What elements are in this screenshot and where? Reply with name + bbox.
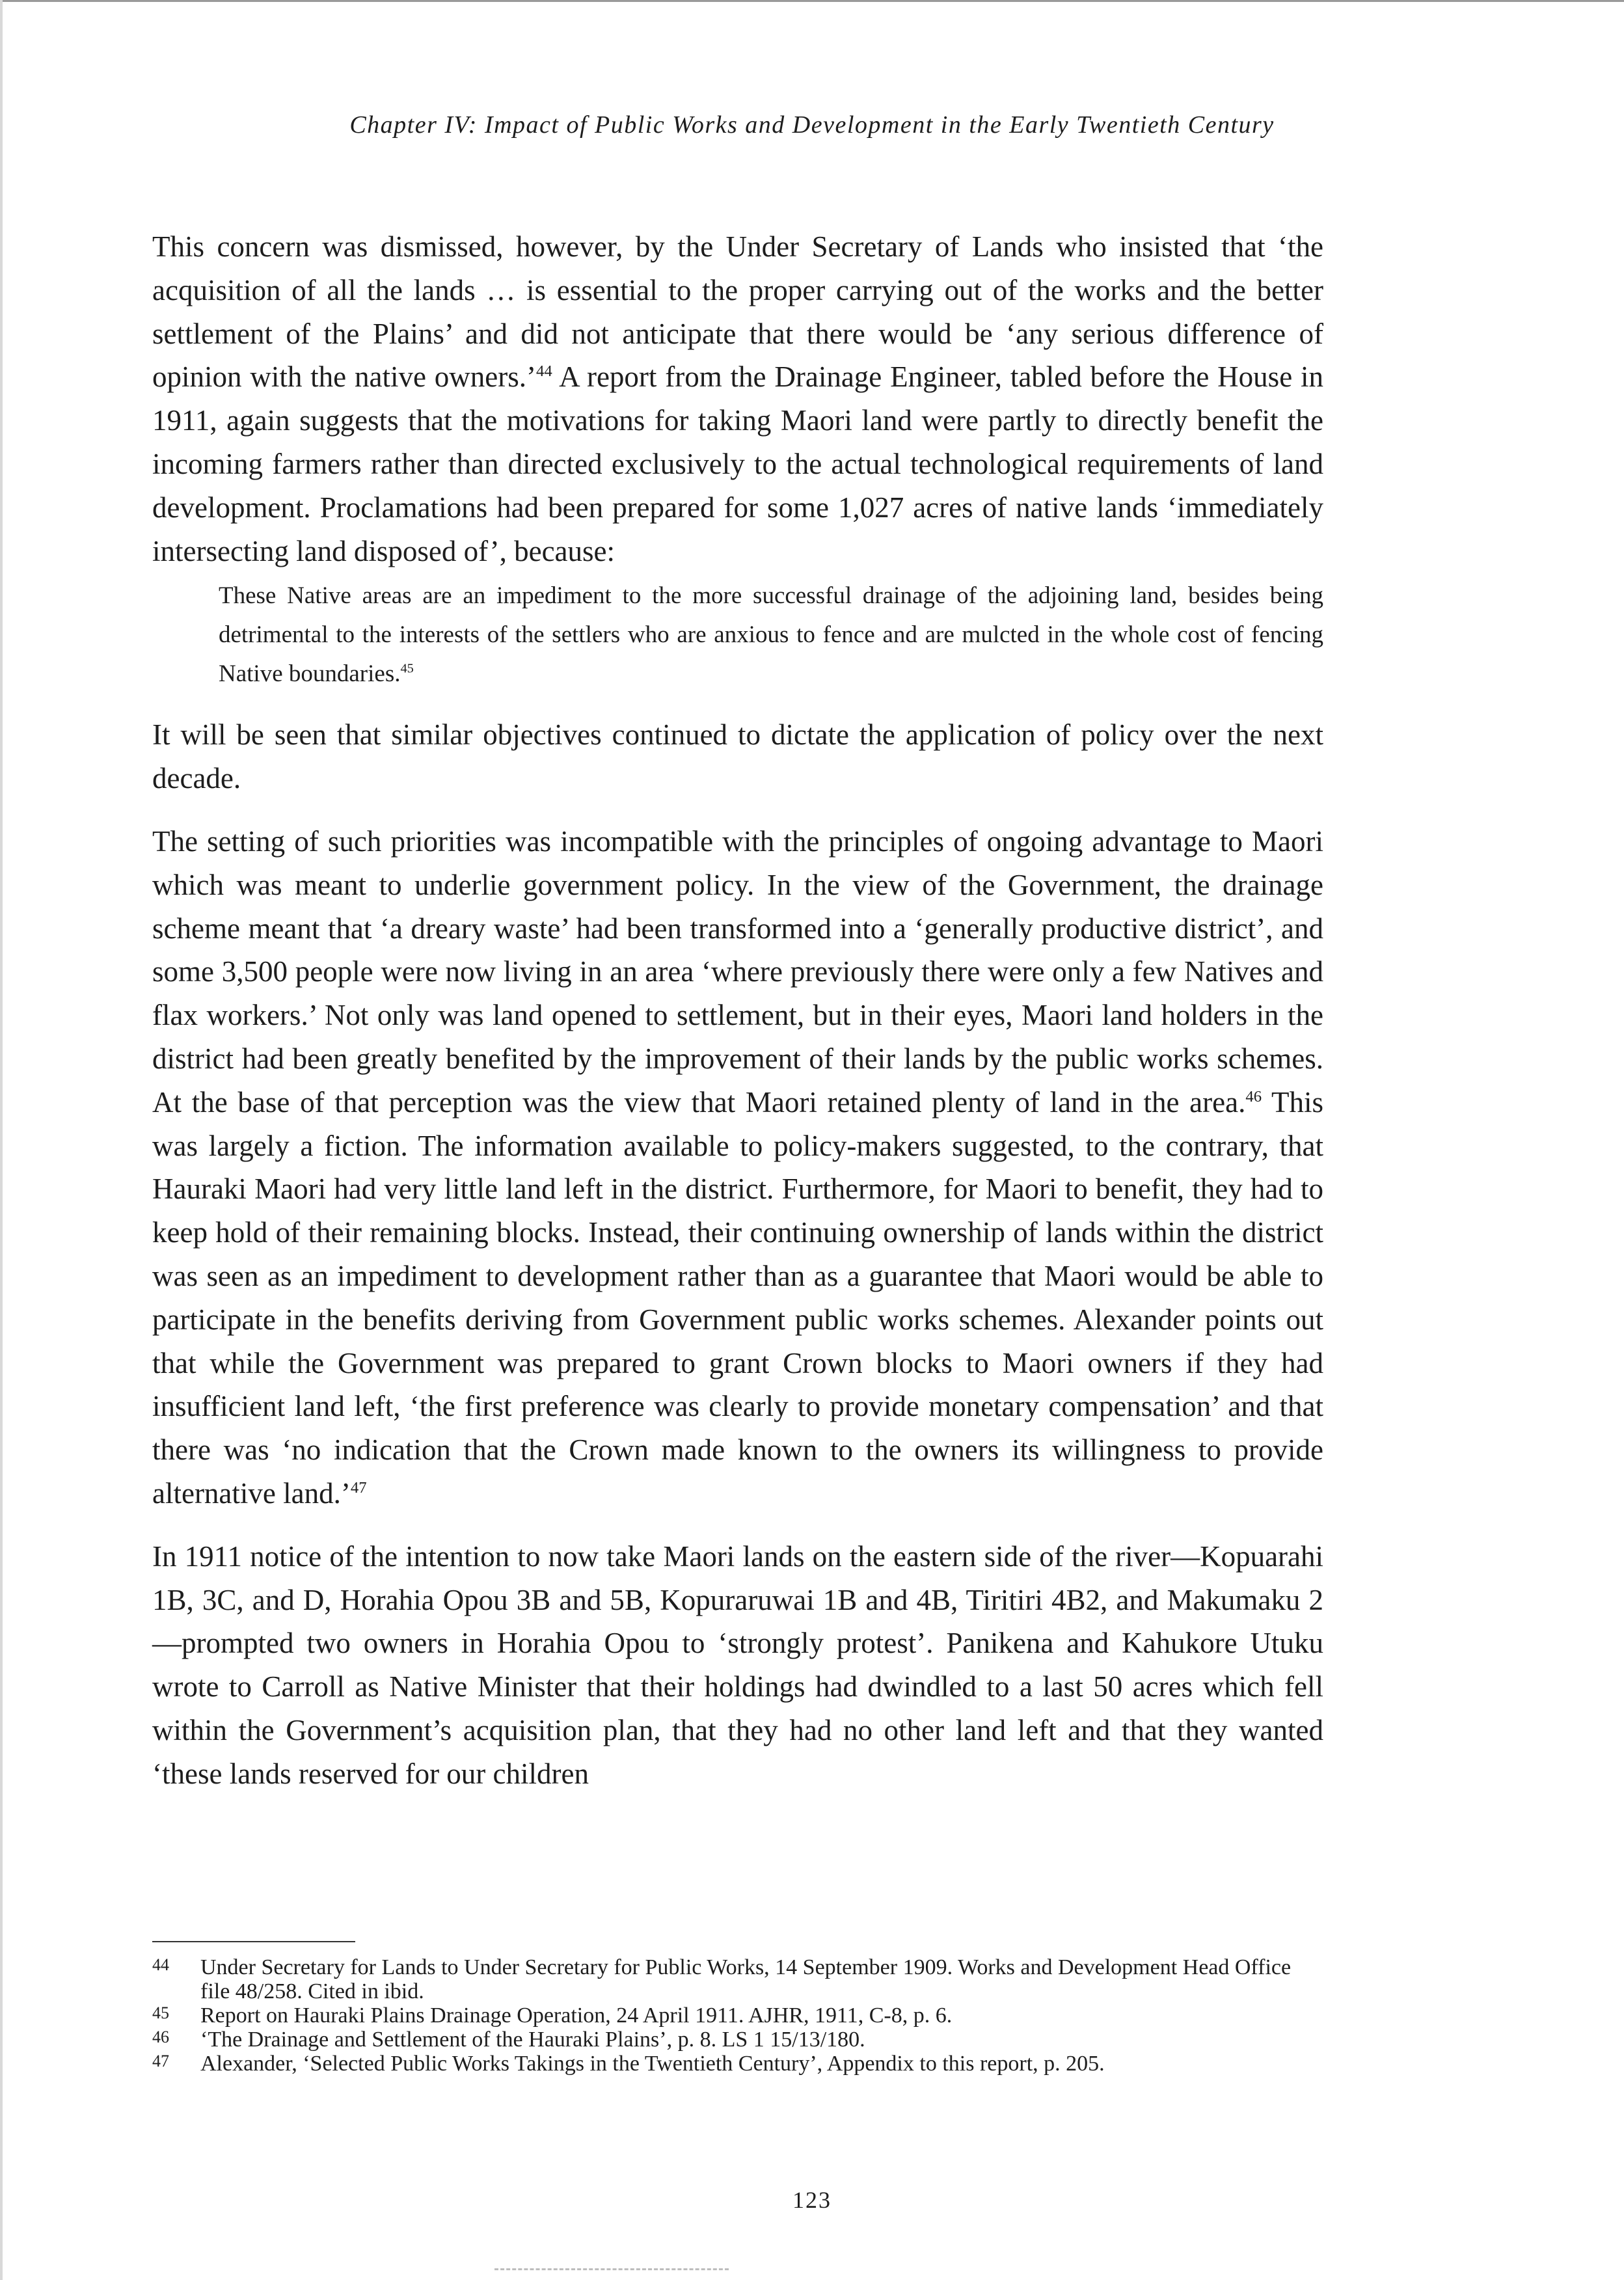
paragraph-3-text: The setting of such priorities was incompatible with the principles of ongoing advantage to Maori which was meant to underlie government policy. In the view of the Government, the drainage scheme meant that ‘a dreary waste’ had been transformed into a ‘generally productive district’, and some 3,500 people were now living in an area ‘where previously there were only a few Natives and flax workers.’ Not only was land opened to settlement, but in their eyes, Maori land holders in the district had been greatly benefited by the improvement of their lands by the public works schemes. At the base of that perception was the view that Maori retained plenty of land in the area. [152, 824, 1323, 1119]
footnote-number: 45 [152, 2003, 169, 2022]
paragraph-1-text-continued: A report from the Drainage Engineer, tabled before the House in 1911, again suggests that the motivations for taking Maori land were partly to directly benefit the incoming farmers rather than directed exclusively to the actual technological requirements of land development. Proclamations had been prepared for some 1,027 acres of native lands ‘immediately intersecting land disposed of’, because: [152, 360, 1324, 567]
block-quote-text: These Native areas are an impediment to the more successful drainage of the adjoining land, besides being detrimental to the interests of the settlers who are anxious to fence and are mulcted in the whole cost of fencing Native boundaries. [219, 582, 1323, 688]
footnote-text: Report on Hauraki Plains Drainage Operation, 24 April 1911. AJHR, 1911, C-8, p. 6. [200, 2003, 953, 2028]
footnote-ref-47[interactable]: 47 [350, 1478, 367, 1497]
paragraph-3-text-continued: This was largely a fiction. The information available to policy-makers suggested, to the contrary, that Hauraki Maori had very little land left in the district. Furthermore, for Maori to benefit, they had to keep hold of their remaining blocks. Instead, their continuing ownership of lands within the district was seen as an impediment to development rather than as a guarantee that Maori would be able to participate in the benefits deriving from Government public works schemes. Alexander points out that while the Government was prepared to grant Crown blocks to Maori owners if they had insufficient land left, ‘the first preference was clearly to provide monetary compensation’ and that there was ‘no indication that the Crown made known to the owners its willingness to provide alternative land.’ [152, 1085, 1323, 1510]
footnote-text: Under Secretary for Lands to Under Secretary for Public Works, 14 September 1909. Works and Development Head Office file 48/258. Cited in ibid. [200, 1955, 1292, 2003]
footnote-44 [152, 1955, 1323, 2003]
page-left-edge [0, 0, 3, 2280]
footnote-text: Alexander, ‘Selected Public Works Takings in the Twentieth Century’, Appendix to this report, p. 205. [200, 2052, 1105, 2076]
footnotes [152, 1955, 1323, 2076]
page-number: 123 [792, 2187, 832, 2213]
footnote-number: 44 [152, 1955, 169, 1974]
footnote-47 [152, 2052, 1323, 2076]
paragraph-4: In 1911 notice of the intention to now take Maori lands on the eastern side of the river—Kopuarahi 1B, 3C, and D, Horahia Opou 3B and 5B, Kopuraruwai 1B and 4B, Tiritiri 4B2, and Makumaku 2—prompted two owners in Horahia Opou to ‘strongly protest’. Panikena and Kahukore Utuku wrote to Carroll as Native Minister that their holdings had dwindled to a last 50 acres which fell within the Government’s acquisition plan, that they had no other land left and that they wanted ‘these lands reserved for our children [152, 1540, 1323, 1790]
bottom-scan-mark [494, 2268, 729, 2270]
footnote-45 [152, 2003, 1323, 2028]
paragraph-2: It will be seen that similar objectives continued to dictate the application of policy over the next decade. [152, 718, 1323, 795]
footnote-separator [152, 1941, 355, 1942]
footnote-46 [152, 2028, 1323, 2052]
footnote-text: ‘The Drainage and Settlement of the Hauraki Plains’, p. 8. LS 1 15/13/180. [200, 2028, 865, 2052]
paragraph-1 [152, 225, 1323, 573]
footnote-number: 47 [152, 2052, 169, 2070]
block-quote [152, 577, 1323, 694]
paragraph-1-text: This concern was dismissed, however, by the Under Secretary of Lands who insisted that ‘the acquisition of all the lands … is essential to the proper carrying out of the works and the better settlement of the Plains’ and did not anticipate that there would be ‘any serious difference of opinion with the native owners.’ [152, 230, 1323, 394]
footnote-number: 46 [152, 2028, 169, 2046]
footnote-ref-44[interactable]: 44 [536, 362, 552, 381]
footnote-ref-45[interactable]: 45 [400, 662, 414, 677]
running-header: Chapter IV: Impact of Public Works and Development in the Early Twentieth Century [349, 111, 1275, 139]
main-text [152, 225, 1323, 1796]
footnote-ref-46[interactable]: 46 [1245, 1087, 1262, 1106]
paragraph-3 [152, 820, 1323, 1515]
page-top-border [0, 0, 1624, 2]
